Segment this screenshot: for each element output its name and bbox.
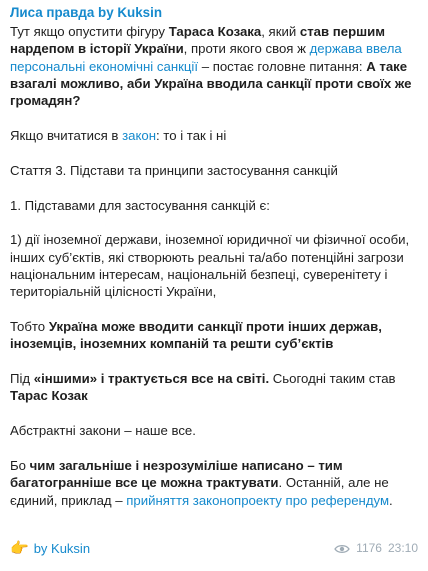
spacer (10, 144, 418, 162)
text-span: : то і так і ні (155, 127, 227, 143)
spacer (10, 301, 418, 319)
spacer (10, 109, 418, 127)
message-paragraph-4: 1. Підставами для застосування санкцій є: (10, 197, 270, 213)
pointing-hand-icon: 👉 (10, 540, 29, 558)
message-time: 23:10 (387, 541, 418, 556)
text-span: , проти якого своя ж (183, 41, 310, 57)
message-footer (10, 538, 418, 560)
bold-phrase: чим загальніше і незрозуміліше написано – тим багатограннiше все це можна трактувати (10, 458, 343, 491)
message-paragraph-5: 1) дії іноземної держави, іноземної юридичної чи фізичної особи, інших суб’єктів, які створюють реальні та/або потенційні загрози національним інтересам, національній безпеці, суверенітету і територіальній цілісності України, (10, 232, 410, 300)
view-count: 1176 (356, 541, 382, 556)
message-meta (334, 540, 418, 557)
eye-icon (334, 544, 350, 554)
text-span: Бо (10, 458, 30, 474)
bold-question: А таке взагалі можливо, аби Україна вводила санкції проти своїх же громадян? (10, 58, 412, 109)
text-span: Сьогодні таким став (269, 371, 396, 387)
message-paragraph-1 (10, 23, 418, 109)
law-link[interactable]: закон (122, 127, 156, 143)
message-paragraph-9 (10, 457, 418, 509)
message-paragraph-3: Стаття 3. Підстави та принципи застосування санкцій (10, 162, 338, 178)
text-span: Тобто (10, 319, 49, 335)
sanctions-link[interactable]: держава ввела персональні економічні санкції (10, 41, 402, 74)
signature-text: by Kuksin (33, 541, 91, 557)
referendum-link[interactable]: прийняття законопроекту про референдум (126, 492, 390, 508)
spacer (10, 353, 418, 371)
bold-phrase: «іншими» і трактується все на світі. (33, 371, 270, 387)
message-paragraph-2 (10, 127, 418, 144)
message-paragraph-7 (10, 370, 418, 405)
channel-title[interactable]: Лиса правда by Kuksin (10, 5, 163, 20)
text-span: Під (10, 371, 34, 387)
bold-phrase: став першим нардепом в історії України (10, 24, 385, 57)
text-span: . Останній, але не єдиний, приклад – (10, 475, 389, 508)
bold-name: Тарас Козак (10, 388, 88, 404)
text-span: Якщо вчитатися в (10, 127, 123, 143)
signature (10, 540, 90, 557)
spacer (10, 179, 418, 197)
spacer (10, 405, 418, 423)
message-paragraph-6 (10, 318, 418, 353)
spacer (10, 214, 418, 232)
text-span: – постає головне питання: (198, 58, 367, 74)
bold-name: Тараса Козака (168, 24, 262, 39)
text-span: , який (261, 24, 300, 39)
text-span: Тут якщо опустити фігуру (10, 24, 169, 39)
message-paragraph-8: Абстрактні закони – наше все. (10, 423, 196, 439)
text-span: . (389, 492, 393, 508)
spacer (10, 440, 418, 458)
bold-phrase: Україна може вводити санкції проти інших держав, іноземців, іноземних компаній та решти суб’єктів (10, 319, 382, 352)
